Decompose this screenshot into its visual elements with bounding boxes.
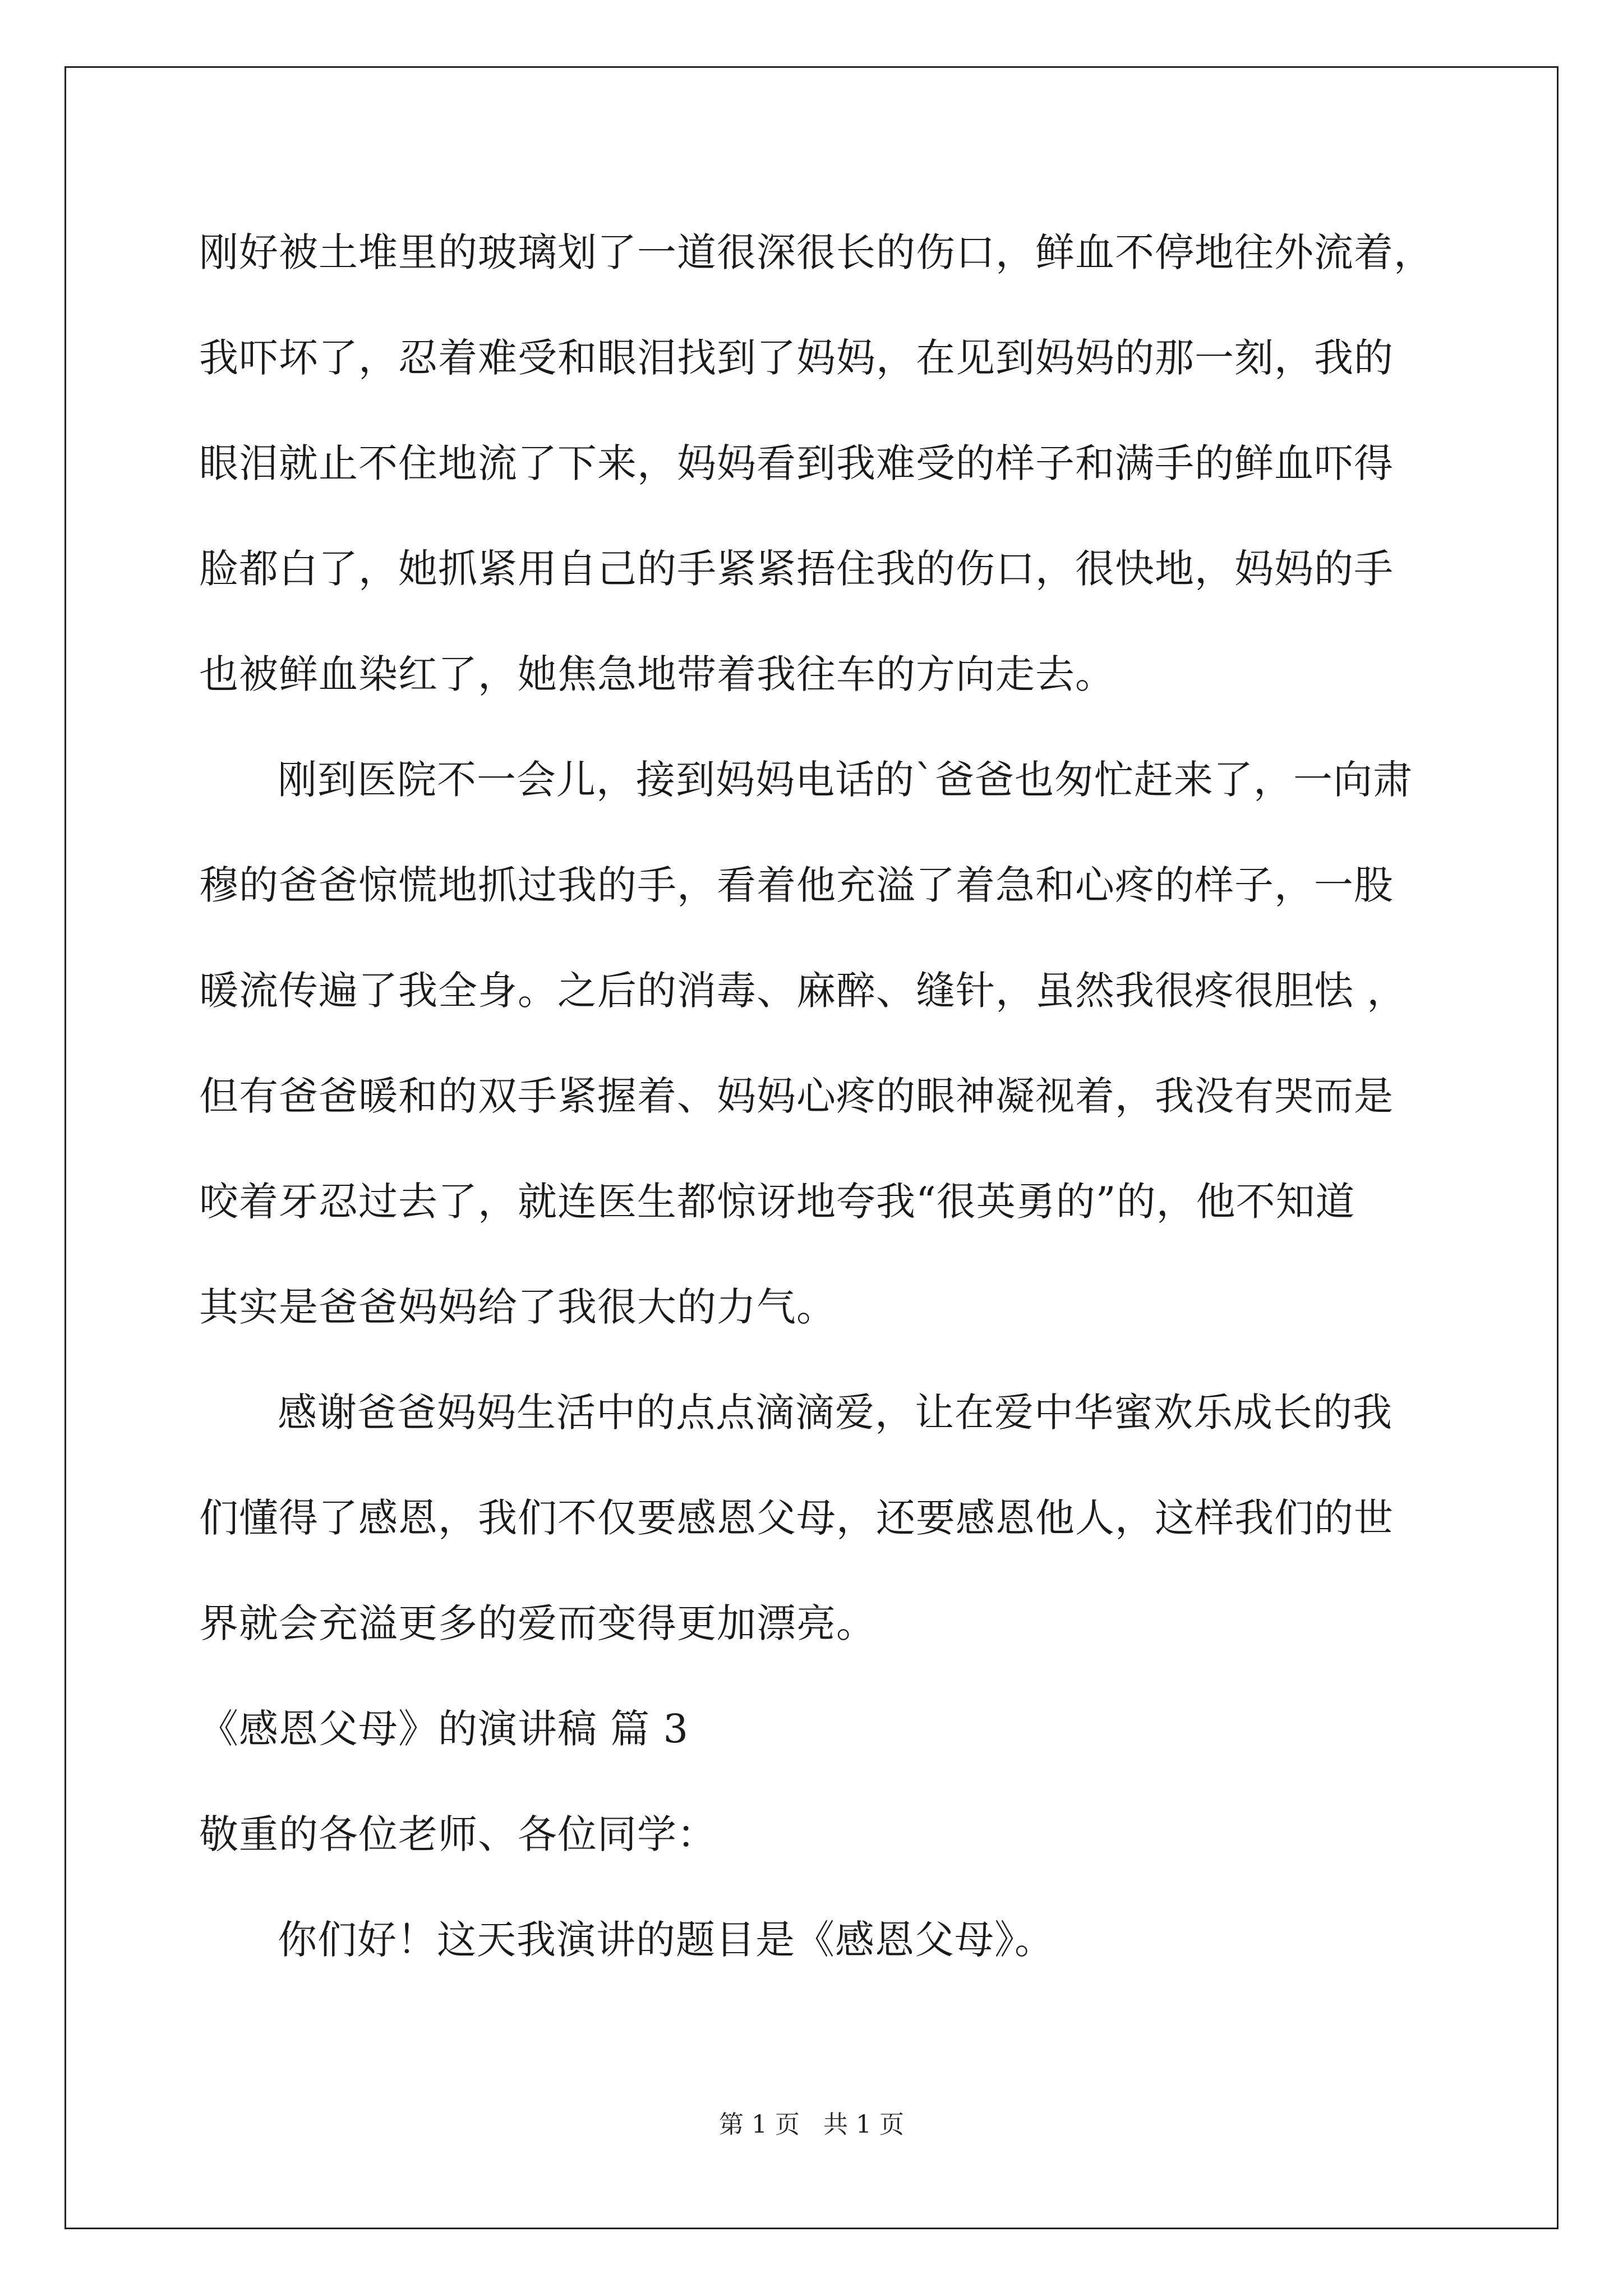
- text-line: 界就会充溢更多的爱而变得更加漂亮。: [199, 1600, 876, 1646]
- text-line: 脸都白了，她抓紧用自己的手紧紧捂住我的伤口，很快地，妈妈的手: [199, 546, 1394, 592]
- text-line: 穆的爸爸惊慌地抓过我的手，看着他充溢了着急和心疼的样子，一股: [199, 862, 1394, 908]
- paragraph-start-line: 你们好！这天我演讲的题目是《感恩父母》。: [278, 1917, 1054, 1963]
- page-border: [64, 66, 1559, 2229]
- page-footer: [0, 2108, 1623, 2142]
- salutation: 敬重的各位老师、各位同学：: [199, 1811, 717, 1857]
- text-line: 咬着牙忍过去了，就连医生都惊讶地夸我“很英勇的”的，他不知道: [199, 1179, 1355, 1225]
- text-line: 们懂得了感恩，我们不仅要感恩父母，还要感恩他人，这样我们的世: [199, 1495, 1394, 1541]
- text-line: 也被鲜血染红了，她焦急地带着我往车的方向走去。: [199, 651, 1115, 697]
- text-line: 我吓坏了，忍着难受和眼泪找到了妈妈，在见到妈妈的那一刻，我的: [199, 335, 1394, 381]
- text-line: 但有爸爸暖和的双手紧握着、妈妈心疼的眼神凝视着，我没有哭而是: [199, 1073, 1394, 1119]
- text-line: 其实是爸爸妈妈给了我很大的力气。: [199, 1284, 836, 1330]
- paragraph-start-line: 感谢爸爸妈妈生活中的点点滴滴爱，让在爱中华蜜欢乐成长的我: [278, 1389, 1393, 1435]
- text-line: 暖流传遍了我全身。之后的消毒、麻醉、缝针，虽然我很疼很胆怯 ，: [199, 968, 1407, 1014]
- page-total: 共 1 页: [823, 2110, 904, 2139]
- text-line: 刚好被土堆里的玻璃划了一道很深很长的伤口，鲜血不停地往外流着，: [199, 229, 1433, 275]
- paragraph-start-line: 刚到医院不一会儿，接到妈妈电话的`爸爸也匆忙赶来了，一向肃: [278, 757, 1413, 803]
- page-number: 第 1 页: [719, 2110, 800, 2139]
- text-line: 眼泪就止不住地流了下来，妈妈看到我难受的样子和满手的鲜血吓得: [199, 440, 1394, 486]
- section-heading: 《感恩父母》的演讲稿 篇 3: [199, 1706, 689, 1752]
